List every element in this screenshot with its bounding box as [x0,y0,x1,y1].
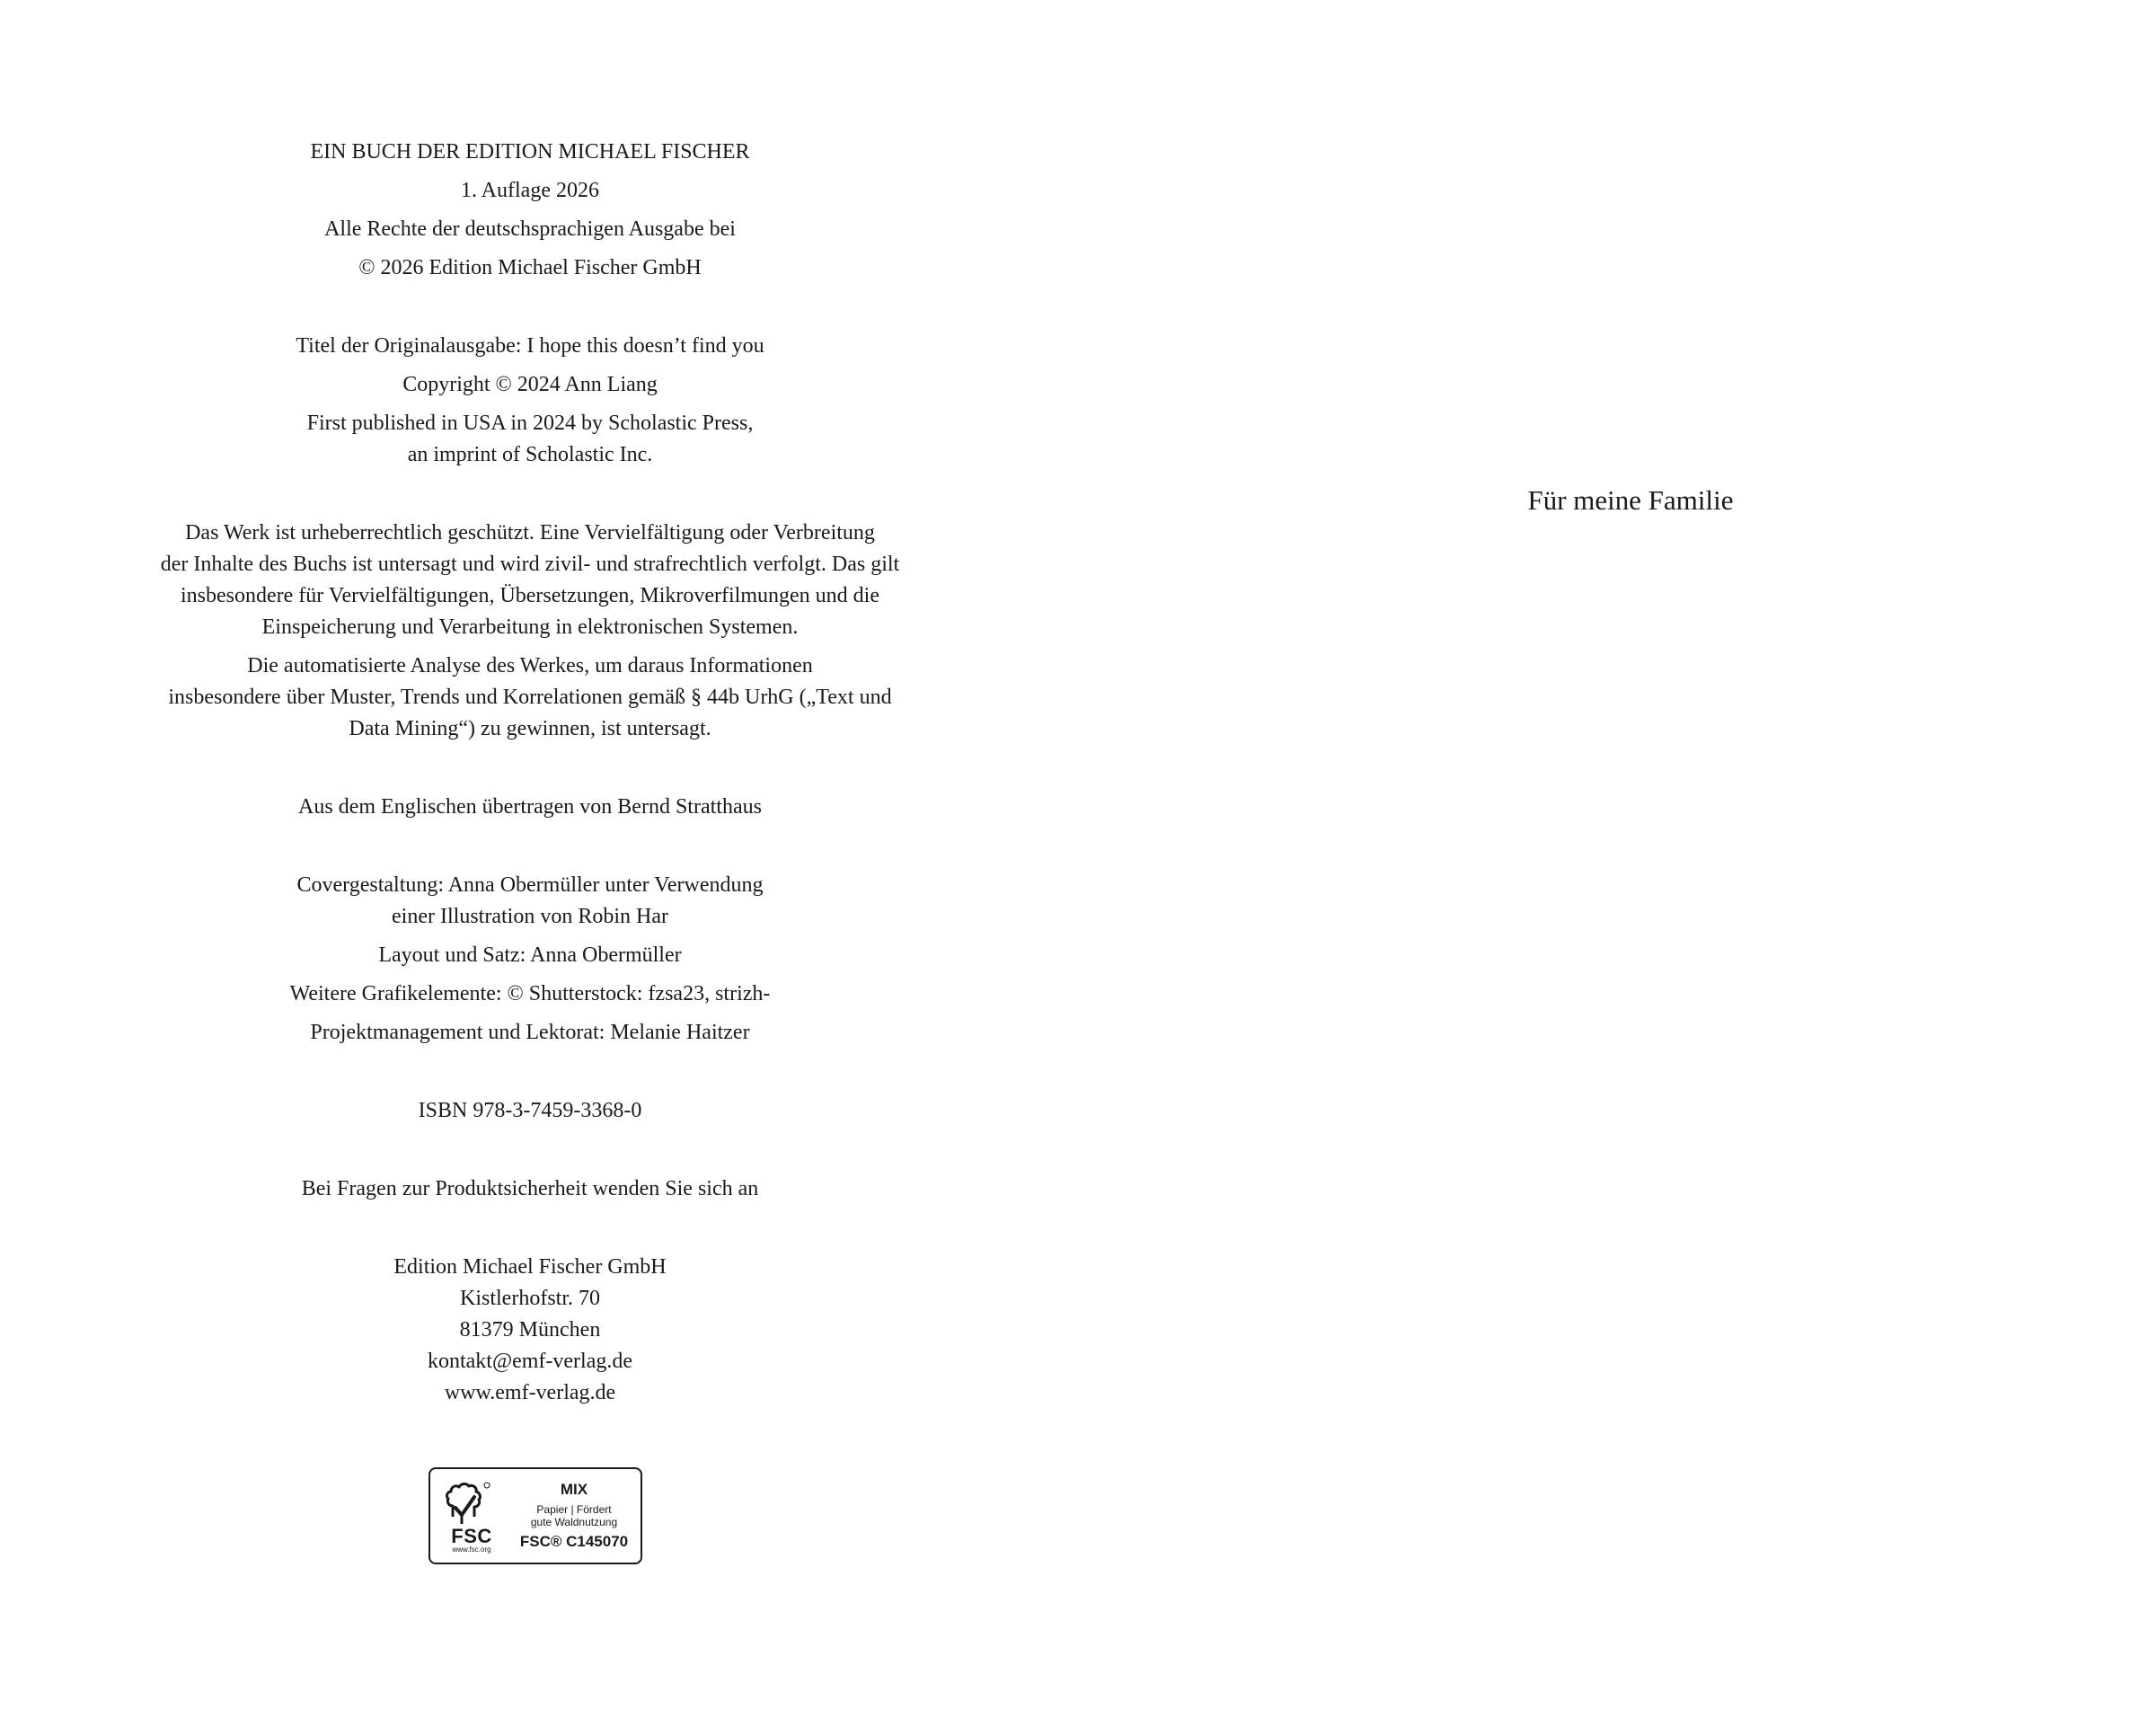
original-title-line: Titel der Originalausgabe: I hope this doesn’t find you [296,334,764,358]
legal-notice-line: insbesondere für Vervielfältigungen, Übersetzungen, Mikroverfilmungen und die [180,584,879,607]
product-safety-notice: Bei Fragen zur Produktsicherheit wenden Sie sich an [301,1177,759,1200]
fsc-description-line: Papier | Fördert [536,1503,612,1516]
address-web: www.emf-verlag.de [444,1381,616,1404]
isbn: ISBN 978-3-7459-3368-0 [418,1099,642,1122]
layout-credit: Layout und Satz: Anna Obermüller [378,943,682,967]
fsc-tree-check-icon [440,1479,503,1531]
cover-credit [85,870,975,933]
address-street: Kistlerhofstr. 70 [460,1287,600,1310]
legal-notice-line: Das Werk ist urheberrechtlich geschützt. Eine Vervielfältigung oder Verbreitung [185,521,875,545]
imprint-of-line: an imprint of Scholastic Inc. [407,443,653,466]
fsc-url: www.fsc.org [452,1545,491,1554]
legal-notice [85,518,975,643]
edition-line: 1. Auflage 2026 [461,179,599,202]
translation-credit: Aus dem Englischen übertragen von Bernd Stratthaus [298,795,762,819]
legal-notice-line: Einspeicherung und Verarbeitung in elektronischen Systemen. [261,615,799,639]
tdm-notice-line: Die automatisierte Analyse des Werkes, um daraus Informationen [247,654,813,677]
fsc-license-code: FSC® C145070 [519,1533,629,1550]
first-published-block [85,408,975,471]
fsc-label [429,1467,642,1564]
address-email: kontakt@emf-verlag.de [427,1350,632,1373]
dedication: Für meine Familie [1527,484,1734,516]
rights-holder-line: © 2026 Edition Michael Fischer GmbH [358,256,702,279]
cover-credit-line: einer Illustration von Robin Har [392,905,668,928]
address-city: 81379 München [459,1318,601,1342]
fsc-text [513,1480,641,1552]
tdm-notice-line: Data Mining“) zu gewinnen, ist untersagt. [349,717,711,740]
imprint-page [0,0,1060,1718]
graphics-credit: Weitere Grafikelemente: © Shutterstock: fzsa23, strizh- [289,982,771,1005]
fsc-description-line: gute Waldnutzung [530,1516,618,1528]
copyright-line: Copyright © 2024 Ann Liang [402,373,658,396]
tdm-notice-line: insbesondere über Muster, Trends und Korrelationen gemäß § 44b UrhG („Text und [168,686,892,709]
dedication-page [1060,0,2156,1718]
imprint-block [85,137,975,1409]
first-published-line: First published in USA in 2024 by Scholastic Press, [306,412,754,435]
fsc-wordmark: FSC [451,1524,492,1547]
tdm-notice [85,651,975,745]
publisher-header: EIN BUCH DER EDITION MICHAEL FISCHER [310,140,750,164]
fsc-logo [430,1469,513,1563]
publisher-address [85,1252,975,1409]
cover-credit-line: Covergestaltung: Anna Obermüller unter Verwendung [296,873,764,897]
rights-line: Alle Rechte der deutschsprachigen Ausgabe bei [324,217,736,241]
fsc-mix: MIX [560,1481,588,1498]
editorial-credit: Projektmanagement und Lektorat: Melanie Haitzer [310,1021,750,1044]
legal-notice-line: der Inhalte des Buchs ist untersagt und wird zivil- und strafrechtlich verfolgt. Das gilt [160,553,900,576]
address-company: Edition Michael Fischer GmbH [393,1255,667,1279]
